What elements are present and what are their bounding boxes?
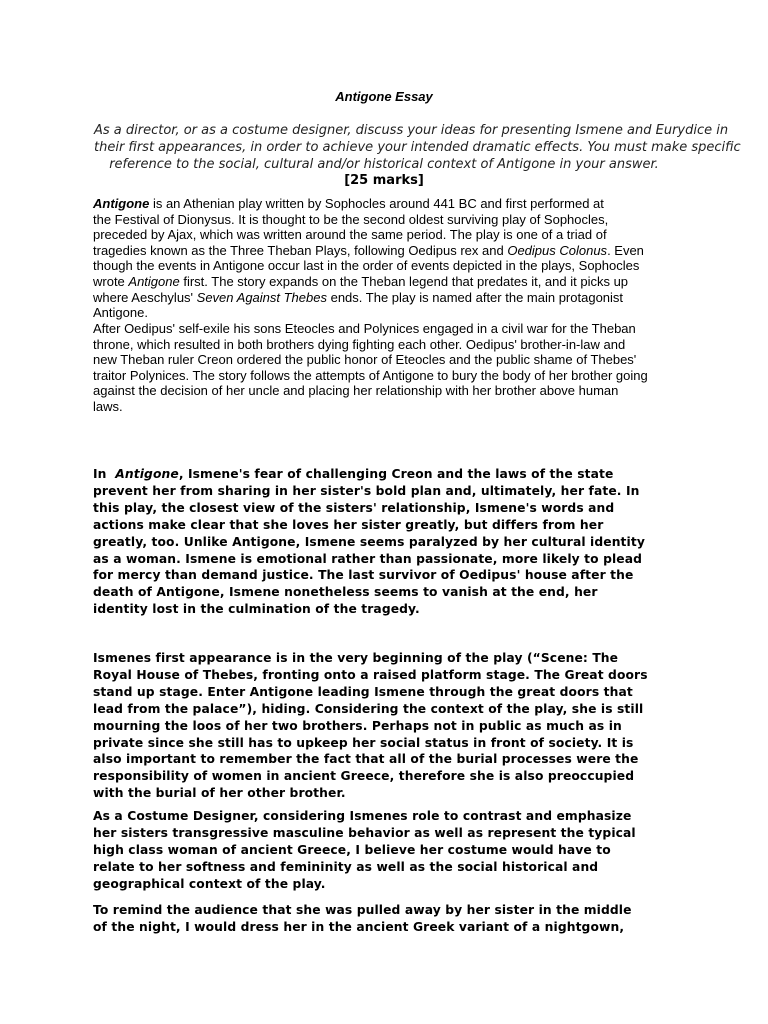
text-segment: In <box>93 467 116 481</box>
paragraph-nightgown <box>93 902 683 936</box>
text-line: preceded by Ajax, which was written around the same period. The play is one of a triad of <box>93 227 607 243</box>
text-line: throne, which resulted in both brothers dying fighting each other. Oedipus' brother-in-law and <box>93 336 626 352</box>
text-line: traitor Polynices. The story follows the attempts of Antigone to bury the body of her brother going <box>93 367 648 383</box>
prompt-line: As a director, or as a costume designer, discuss your ideas for presenting Ismene and Eurydice in <box>94 123 729 138</box>
text-line: greatly, too. Unlike Antigone, Ismene seems paralyzed by her cultural identity <box>93 534 645 549</box>
text-line: geographical context of the play. <box>93 876 326 891</box>
prompt-line: reference to the social, cultural and/or historical context of Antigone in your answer. <box>109 157 659 172</box>
text-line <box>93 243 683 259</box>
text-line <box>93 196 683 212</box>
text-line: this play, the closest view of the sisters' relationship, Ismene's words and <box>93 500 615 515</box>
text-line: also important to remember the fact that all of the burial processes were the <box>93 752 639 767</box>
text-line: new Theban ruler Creon ordered the public honor of Eteocles and the public shame of Thebes' <box>93 352 637 368</box>
text-line: laws. <box>93 398 123 414</box>
text-line <box>93 290 683 306</box>
text-line: her sisters transgressive masculine behavior as well as represent the typical <box>93 825 636 840</box>
play-title-emphasis: Antigone <box>93 196 150 211</box>
text-line: as a woman. Ismene is emotional rather than passionate, more likely to plead <box>93 551 643 566</box>
text-line: of the night, I would dress her in the ancient Greek variant of a nightgown, <box>93 919 625 934</box>
text-line: the Festival of Dionysus. It is thought to be the second oldest surviving play of Sophocles, <box>93 211 609 227</box>
text-line <box>93 466 683 483</box>
paragraph-ismene-intro <box>93 466 683 618</box>
text-segment: wrote <box>93 273 129 289</box>
text-segment: tragedies known as the Three Theban Plays, following Oedipus rex and <box>93 242 508 258</box>
text-line: After Oedipus' self-exile his sons Eteocles and Polynices engaged in a civil war for the Theban <box>93 321 636 336</box>
text-line: private since she still has to upkeep her social status in front of society. It is <box>93 735 634 750</box>
text-line: To remind the audience that she was pulled away by her sister in the middle <box>93 903 632 917</box>
text-line: responsibility of women in ancient Greece, therefore she is also preoccupied <box>93 769 635 784</box>
text-line: though the events in Antigone occur last in the order of events depicted in the plays, Sophocles <box>93 258 640 274</box>
text-line: with the burial of her other brother. <box>93 786 346 801</box>
text-line: mourning the loos of her two brothers. Perhaps not in public as much as in <box>93 718 622 733</box>
text-line: actions make clear that she loves her sister greatly, but differs from her <box>93 517 604 532</box>
text-line: Ismenes first appearance is in the very beginning of the play (“Scene: The <box>93 651 619 665</box>
essay-title: Antigone Essay <box>335 89 433 104</box>
text-line: death of Antigone, Ismene nonetheless seems to vanish at the end, her <box>93 585 598 600</box>
italic-segment: Seven Against Thebes <box>196 289 327 305</box>
text-line: As a Costume Designer, considering Ismenes role to contrast and emphasize <box>93 809 632 823</box>
paragraph-first-appearance <box>93 650 683 802</box>
text-line: relate to her softness and femininity as well as the social historical and <box>93 859 599 874</box>
text-line: Royal House of Thebes, fronting onto a raised platform stage. The Great doors <box>93 667 648 682</box>
paragraph-summary <box>93 321 683 415</box>
text-line: against the decision of her uncle and placing her relationship with her brother above human <box>93 383 619 399</box>
text-line: prevent her from sharing in her sister's bold plan and, ultimately, her fate. In <box>93 483 640 498</box>
text-line: lead from the palace”), hiding. Considering the context of the play, she is still <box>93 701 644 716</box>
text-line <box>93 274 683 290</box>
text-segment: first. The story expands on the Theban legend that predates it, and it picks up <box>179 273 629 289</box>
italic-segment: Antigone <box>115 467 179 481</box>
text-segment: is an Athenian play written by Sophocles around 441 BC and first performed at <box>149 196 604 211</box>
text-line: for mercy than demand justice. The last survivor of Oedipus' house after the <box>93 568 634 583</box>
marks-label: [25 marks] <box>344 173 424 188</box>
text-segment: ends. The play is named after the main protagonist <box>326 289 624 305</box>
text-segment: where Aeschylus' <box>93 289 197 305</box>
text-line: Antigone. <box>93 305 148 321</box>
italic-segment: Oedipus Colonus <box>507 242 608 258</box>
paragraph-intro <box>93 196 683 321</box>
essay-prompt <box>94 122 741 173</box>
text-line: identity lost in the culmination of the tragedy. <box>93 602 420 617</box>
prompt-line: their first appearances, in order to achieve your intended dramatic effects. You must make specific <box>94 140 741 155</box>
italic-segment: Antigone <box>128 273 180 289</box>
text-line: high class woman of ancient Greece, I believe her costume would have to <box>93 842 611 857</box>
paragraph-costume-designer <box>93 808 683 893</box>
text-segment: . Even <box>607 242 644 258</box>
text-line: stand up stage. Enter Antigone leading Ismene through the great doors that <box>93 684 633 699</box>
text-segment: , Ismene's fear of challenging Creon and the laws of the state <box>178 467 614 481</box>
